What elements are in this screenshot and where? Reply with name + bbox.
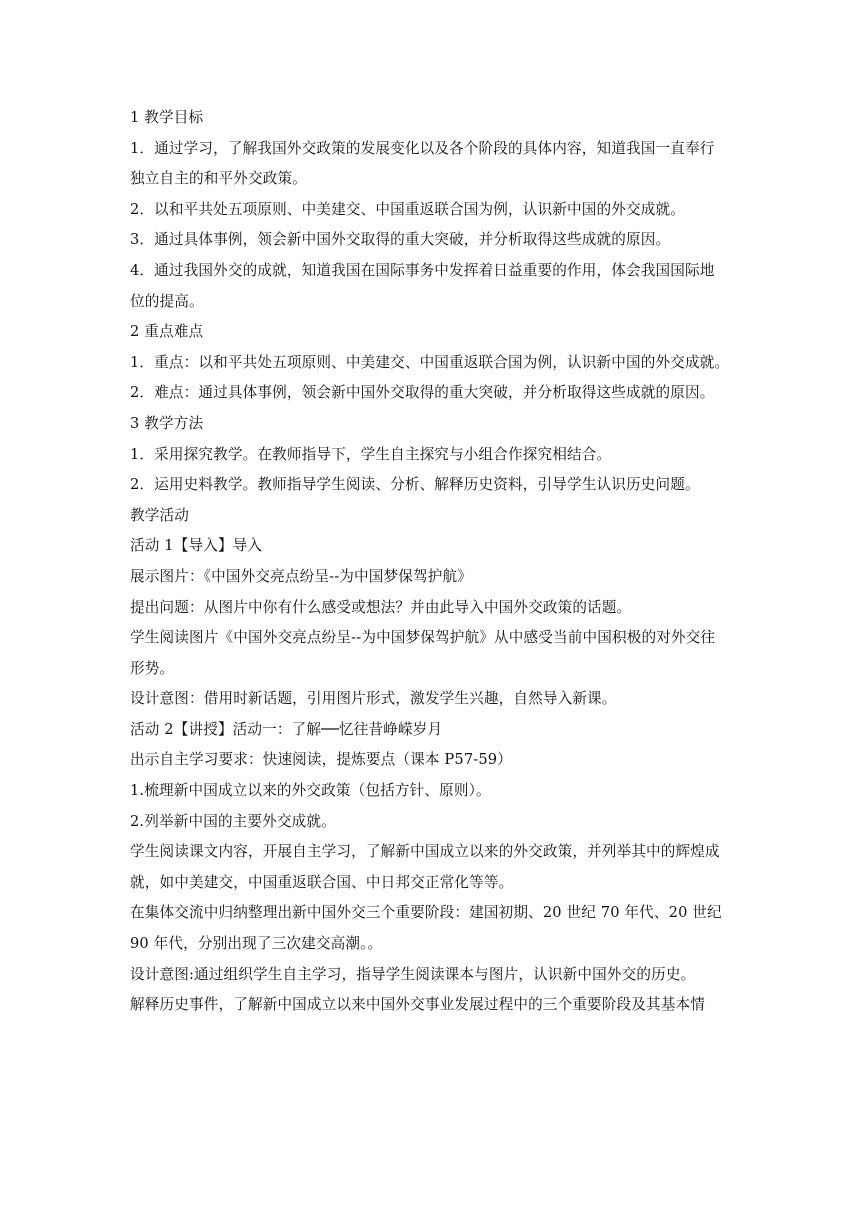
method-1: 1．采用探究教学。在教师指导下，学生自主探究与小组合作探究相结合。	[130, 445, 612, 463]
goal-4-line-1: 4．通过我国外交的成就，知道我国在国际事务中发挥着日益重要的作用，体会我国国际地	[130, 261, 715, 279]
activity-2-task-2: 2.列举新中国的主要外交成就。	[130, 812, 336, 830]
activity-2-summary-line-2: 90 年代，分别出现了三次建交高潮。。	[130, 935, 383, 953]
goal-3: 3．通过具体事例，领会新中国外交取得的重大突破，并分析取得这些成就的原因。	[130, 231, 671, 249]
activity-2-requirements: 出示自主学习要求：快速阅读，提炼要点（课本 P57-59）	[130, 751, 512, 769]
key-point-2: 2．难点：通过具体事例，领会新中国外交取得的重大突破，并分析取得这些成就的原因。	[130, 384, 715, 402]
goal-1-line-2: 独立自主的和平外交政策。	[130, 170, 307, 188]
section-heading-key-points: 2 重点难点	[130, 323, 204, 341]
goal-4-line-2: 位的提高。	[130, 292, 204, 310]
activity-1-student-line-1: 学生阅读图片《中国外交亮点纷呈--为中国梦保驾护航》从中感受当前中国积极的对外交往	[130, 629, 716, 647]
activity-1-heading: 活动 1【导入】导入	[130, 537, 263, 555]
activity-1-design-intent: 设计意图：借用时新话题，引用图片形式，激发学生兴趣，自然导入新课。	[130, 690, 617, 708]
activity-2-summary-line-1: 在集体交流中归纳整理出新中国外交三个重要阶段：建国初期、20 世纪 70 年代、20 世纪	[130, 904, 722, 922]
activity-2-task-1: 1.梳理新中国成立以来的外交政策（包括方针、原则）。	[130, 782, 491, 800]
activity-2-student-line-2: 就，如中美建交，中国重返联合国、中日邦交正常化等等。	[130, 873, 514, 891]
key-point-1: 1．重点：以和平共处五项原则、中美建交、中国重返联合国为例，认识新中国的外交成就。	[130, 353, 730, 371]
section-heading-activities: 教学活动	[130, 506, 189, 524]
method-2: 2．运用史料教学。教师指导学生阅读、分析、解释历史资料，引导学生认识历史问题。	[130, 476, 700, 494]
goal-1-line-1: 1．通过学习，了解我国外交政策的发展变化以及各个阶段的具体内容，知道我国一直奉行	[130, 139, 715, 157]
activity-1-show-image: 展示图片：《中国外交亮点纷呈--为中国梦保驾护航》	[130, 567, 472, 585]
document-page	[130, 108, 730, 1026]
goal-2: 2．以和平共处五项原则、中美建交、中国重返联合国为例，认识新中国的外交成就。	[130, 200, 685, 218]
activity-2-student-line-1: 学生阅读课文内容，开展自主学习，了解新中国成立以来的外交政策，并列举其中的辉煌成	[130, 843, 720, 861]
section-heading-methods: 3 教学方法	[130, 414, 204, 432]
activity-2-heading: 活动 2【讲授】活动一：了解──忆往昔峥嵘岁月	[130, 720, 443, 738]
section-heading-teaching-goals: 1 教学目标	[130, 109, 204, 126]
activity-1-student-line-2: 形势。	[130, 659, 175, 677]
activity-2-explanation: 解释历史事件，了解新中国成立以来中国外交事业发展过程中的三个重要阶段及其基本情	[130, 996, 706, 1014]
activity-1-question: 提出问题：从图片中你有什么感受或想法？并由此导入中国外交政策的话题。	[130, 598, 632, 616]
activity-2-design-intent: 设计意图:通过组织学生自主学习，指导学生阅读课本与图片，认识新中国外交的历史。	[130, 965, 696, 983]
